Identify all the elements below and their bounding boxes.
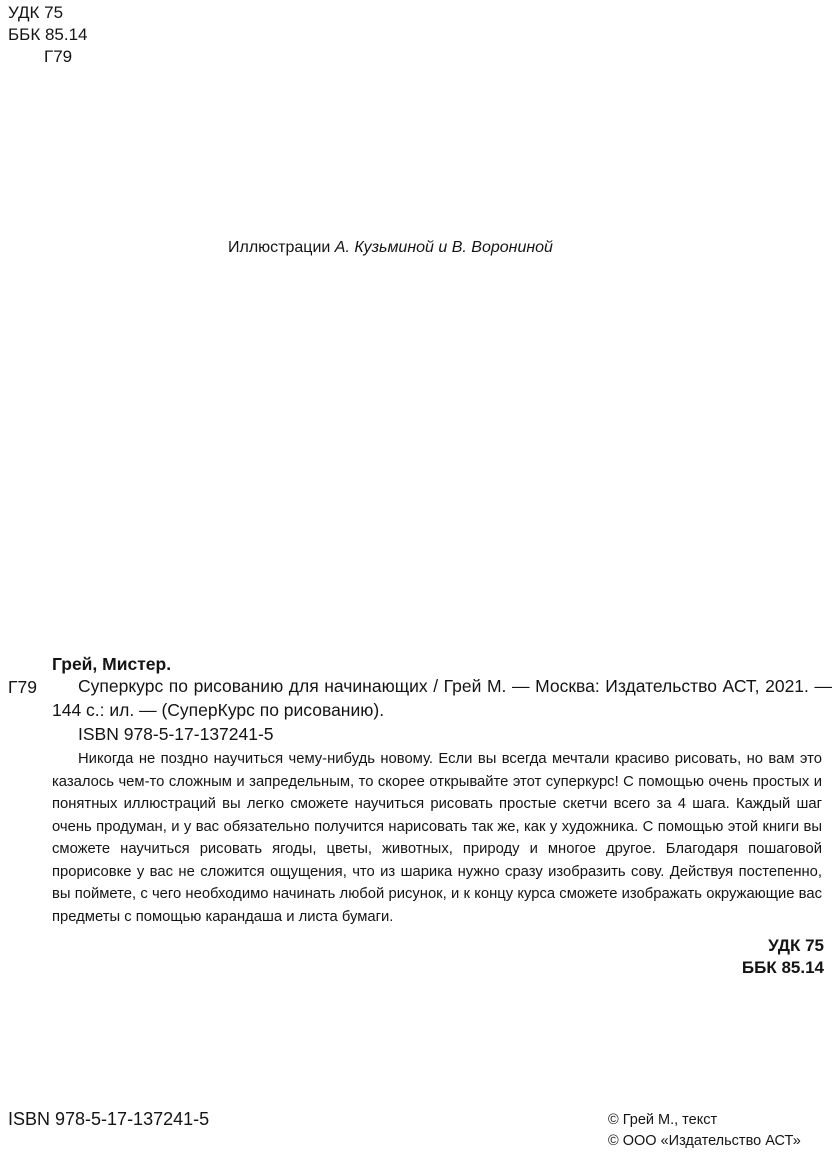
footer-isbn: ISBN 978-5-17-137241-5 bbox=[8, 1109, 210, 1129]
record-author: Грей, Мистер. bbox=[52, 654, 172, 674]
illustrators-names: А. Кузьминой и В. Ворониной bbox=[334, 239, 553, 256]
bottom-bbk-code: ББК 85.14 bbox=[741, 958, 824, 977]
annotation-text: Никогда не поздно научиться чему-нибудь новому. Если вы всегда мечтали красиво рисовать, но вам это казалось чем-то сложным и запредельным, то скорее открывайте этот суперкурс! С помощью очень простых и понятных иллюстраций вы легко сможете научиться рисовать простые скетчи всего за 4 шага. Каждый шаг очень продуман, и у вас обязательно получится нарисовать так же, как у художника. С помощью этой книги вы сможете научиться рисовать ягоды, цветы, животных, природу и многое другое. Благодаря пошаговой прорисовке у вас не сложится ощущения, что из шарика нужно сразу изобразить сову. Действуя постепенно, вы поймете, с чего необходимо начинать любой рисунок, и к концу курса сможете изображать окружающие вас предметы с помощью карандаша и листа бумаги. bbox=[52, 751, 822, 925]
illustrations-prefix: Иллюстрации bbox=[228, 239, 335, 256]
copyright-author: © Грей М., текст bbox=[608, 1112, 718, 1128]
record-author-sign: Г79 bbox=[8, 677, 37, 697]
record-isbn: ISBN 978-5-17-137241-5 bbox=[78, 724, 274, 744]
top-classification-codes bbox=[8, 2, 87, 68]
udk-code: УДК 75 bbox=[8, 3, 64, 22]
bottom-classification-codes bbox=[742, 935, 824, 979]
bibliographic-description: Суперкурс по рисованию для начинающих / Грей М. — Москва: Издательство АСТ, 2021. — 144 с.: ил. — (СуперКурс по рисованию). bbox=[52, 676, 832, 720]
bottom-udk-code: УДК 75 bbox=[768, 936, 824, 955]
copyright-publisher: © ООО «Издательство АСТ» bbox=[608, 1133, 801, 1149]
author-sign: Г79 bbox=[44, 47, 73, 66]
illustrations-credit bbox=[228, 237, 553, 259]
copyright-block bbox=[608, 1110, 801, 1152]
bbk-code: ББК 85.14 bbox=[8, 25, 88, 44]
